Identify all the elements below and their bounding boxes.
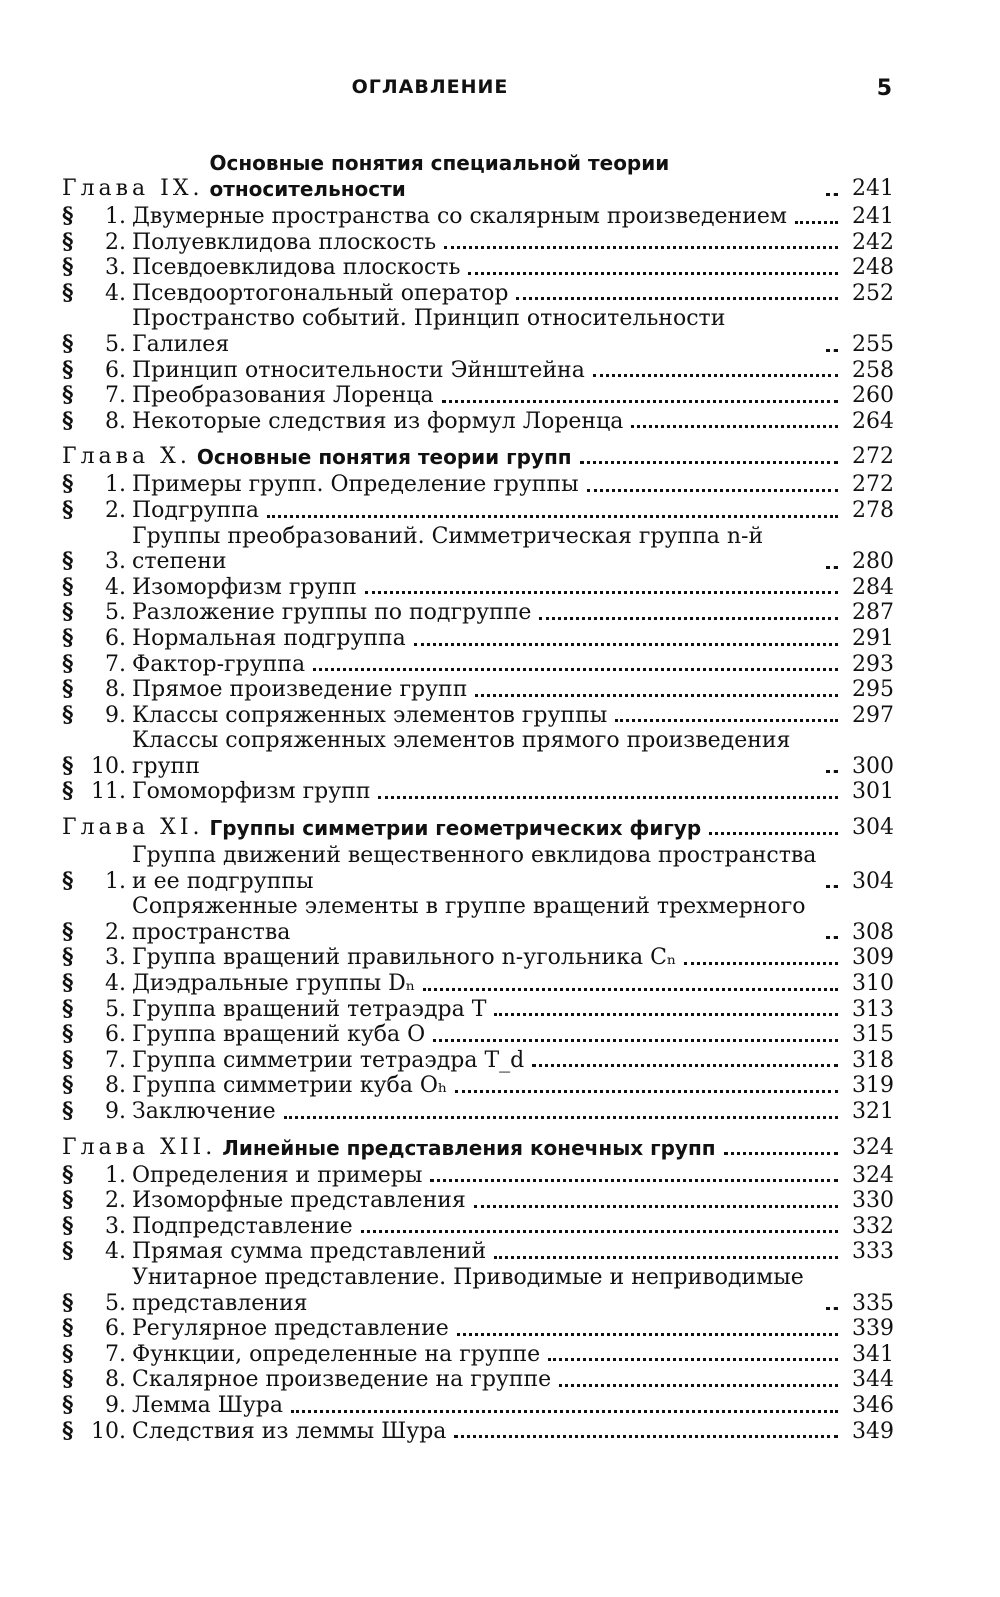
section-sign: § [62,1289,74,1316]
section-page-number: 242 [852,229,894,255]
section-entry [62,728,892,779]
dot-leader [826,935,838,939]
section-sign: § [62,1072,74,1099]
section-sign: § [62,471,74,498]
section-number: 1. [105,472,126,498]
section-page-number: 318 [852,1047,894,1073]
section-sign: § [62,1021,74,1048]
dot-leader [444,245,838,249]
running-head [0,76,1000,106]
dot-leader [284,1115,838,1119]
section-title: Сопряженные элементы в группе вращений трехмерного пространства [132,894,806,945]
section-sign: § [62,407,74,434]
section-number: 3. [105,1213,126,1239]
section-number: 6. [105,625,126,651]
section-entry [62,1048,892,1074]
section-title: Полуевклидова плоскость [132,229,437,255]
section-number: 8. [105,408,126,434]
section-page-number: 332 [852,1213,894,1239]
dot-leader [433,1038,838,1042]
section-title: Подгруппа [132,497,259,523]
section-number: 7. [105,1047,126,1073]
dot-leader [826,565,838,569]
section-sign: § [62,548,74,575]
section-page-number: 284 [852,574,894,600]
section-title: Регулярное представление [132,1316,449,1342]
section-sign: § [62,676,74,703]
section-sign: § [62,330,74,357]
section-title: Диэдральные группы Dₙ [132,971,416,997]
section-number: 1. [105,204,126,229]
dot-leader [474,1204,838,1208]
dot-leader [313,667,838,671]
dot-leader [724,1151,838,1155]
section-title: Определения и примеры [132,1162,423,1188]
section-title: Гомоморфизм групп [132,779,371,805]
section-page-number: 344 [852,1367,894,1393]
section-page-number: 330 [852,1188,894,1214]
dot-leader [516,296,838,300]
chapter-group [62,815,892,1125]
section-entry [62,281,892,307]
section-page-number: 309 [852,945,894,971]
section-page-number: 241 [852,204,894,229]
section-number: 2. [105,497,126,523]
section-page-number: 315 [852,1022,894,1048]
section-sign: § [62,356,74,383]
section-title: Скалярное произведение на группе [132,1367,552,1393]
section-sign: § [62,203,74,229]
section-entry [62,652,892,678]
section-entry [62,997,892,1023]
section-number: 9. [105,1392,126,1418]
section-title: Прямая сумма представлений [132,1239,487,1265]
section-page-number: 291 [852,625,894,651]
section-number: 6. [105,357,126,383]
chapter-label: Глава X. [62,444,191,470]
section-sign: § [62,970,74,997]
section-title: Некоторые следствия из формул Лоренца [132,408,624,434]
dot-leader [539,616,838,620]
dot-leader [826,348,838,352]
section-entry [62,894,892,945]
section-sign: § [62,1238,74,1265]
section-page-number: 304 [852,868,894,894]
section-number: 5. [105,1290,126,1316]
chapter-title: Основные понятия теории групп [196,445,572,470]
section-entry [62,1367,892,1393]
dot-leader [475,693,838,697]
section-entry [62,1214,892,1240]
section-entry [62,971,892,997]
section-sign: § [62,1315,74,1342]
section-number: 5. [105,331,126,357]
section-sign: § [62,1417,74,1444]
section-page-number: 255 [852,331,894,357]
section-title: Прямое произведение групп [132,677,468,703]
section-sign: § [62,1161,74,1188]
section-title: Нормальная подгруппа [132,625,406,651]
section-page-number: 264 [852,408,894,434]
dot-leader [826,769,838,773]
section-number: 4. [105,971,126,997]
section-title: Группа симметрии тетраэдра T_d [132,1047,525,1073]
section-entry [62,677,892,703]
section-entry [62,472,892,498]
chapter-title: Группы симметрии геометрических фигур [209,816,702,841]
section-number: 3. [105,255,126,281]
section-entry [62,945,892,971]
section-sign: § [62,1391,74,1418]
section-entry [62,1316,892,1342]
section-title: Унитарное представление. Приводимые и неприводимые представления [132,1264,804,1316]
section-title: Функции, определенные на группе [132,1341,541,1367]
section-number: 2. [105,919,126,945]
section-entry [62,1073,892,1099]
section-number: 10. [91,753,126,779]
dot-leader [423,987,838,991]
section-sign: § [62,778,74,805]
section-title: Изоморфные представления [132,1188,466,1214]
section-page-number: 301 [852,779,894,805]
section-entry [62,626,892,652]
section-entry [62,255,892,281]
section-page-number: 287 [852,600,894,626]
section-page-number: 335 [852,1290,894,1316]
section-sign: § [62,1187,74,1214]
chapter-label: Глава IX. [62,176,204,201]
section-entry [62,1265,892,1316]
section-number: 3. [105,945,126,971]
section-number: 2. [105,229,126,255]
section-page-number: 310 [852,971,894,997]
section-page-number: 293 [852,651,894,677]
dot-leader [587,488,838,492]
section-entry [62,409,892,435]
section-page-number: 278 [852,497,894,523]
dot-leader [468,271,838,275]
chapter-title: Линейные представления конечных групп [222,1135,716,1160]
section-number: 10. [91,1418,126,1444]
section-entry [62,1393,892,1419]
section-number: 1. [105,868,126,894]
dot-leader [548,1357,838,1361]
section-title: Заключение [132,1099,276,1124]
dot-leader [454,1434,838,1438]
section-entry [62,779,892,805]
section-page-number: 339 [852,1316,894,1342]
page-title: ОГЛАВЛЕНИЕ [351,76,509,98]
section-title: Классы сопряженных элементов прямого произведения групп [132,728,791,779]
section-entry [62,306,892,357]
section-entry [62,1099,892,1125]
section-entry [62,703,892,729]
dot-leader [615,718,838,722]
page-number: 5 [876,76,892,101]
chapter-page-number: 324 [852,1134,894,1160]
section-title: Классы сопряженных элементов группы [132,702,608,728]
section-sign: § [62,752,74,779]
section-sign: § [62,254,74,281]
section-page-number: 258 [852,357,894,383]
chapter-heading [62,150,892,202]
chapter-page-number: 272 [852,444,894,470]
section-entry [62,498,892,524]
dot-leader [361,1229,838,1233]
section-sign: § [62,1046,74,1073]
section-number: 4. [105,280,126,306]
section-entry [62,1419,892,1445]
section-title: Группа вращений тетраэдра T [132,996,487,1022]
section-sign: § [62,995,74,1022]
section-page-number: 349 [852,1418,894,1444]
chapter-heading [62,444,892,470]
section-page-number: 308 [852,919,894,945]
section-title: Разложение группы по подгруппе [132,600,532,626]
dot-leader [532,1063,838,1067]
section-number: 8. [105,1073,126,1099]
chapter-group [62,444,892,805]
section-page-number: 346 [852,1392,894,1418]
section-title: Подпредставление [132,1213,353,1239]
section-entry [62,1163,892,1189]
section-title: Пространство событий. Принцип относительности Галилея [132,306,726,357]
section-sign: § [62,1366,74,1393]
dot-leader [826,192,838,196]
section-title: Группа движений вещественного евклидова пространства и ее подгруппы [132,843,817,894]
section-sign: § [62,944,74,971]
section-entry [62,1188,892,1214]
section-title: Группа вращений куба O [132,1022,426,1048]
section-entry [62,204,892,230]
chapter-label: Глава XI. [62,815,204,841]
section-number: 7. [105,1341,126,1367]
section-page-number: 248 [852,255,894,281]
section-sign: § [62,496,74,523]
dot-leader [826,1306,838,1310]
section-entry [62,843,892,894]
section-entry [62,524,892,575]
dot-leader [267,514,838,518]
chapter-page-number: 241 [852,176,894,201]
section-page-number: 272 [852,472,894,498]
section-sign: § [62,228,74,255]
table-of-contents [62,150,892,1454]
dot-leader [795,220,838,224]
section-sign: § [62,1340,74,1367]
section-entry [62,600,892,626]
dot-leader [559,1383,838,1387]
section-title: Фактор-группа [132,651,306,677]
chapter-label: Глава XII. [62,1134,217,1160]
section-title: Псевдоевклидова плоскость [132,255,461,281]
section-number: 6. [105,1316,126,1342]
section-title: Псевдоортогональный оператор [132,280,509,306]
section-entry [62,1239,892,1265]
section-sign: § [62,1098,74,1124]
chapter-group [62,150,892,434]
chapter-title: Основные понятия специальной теории относительности [209,151,670,201]
dot-leader [826,884,838,888]
section-title: Следствия из леммы Шура [132,1418,447,1444]
dot-leader [684,961,838,965]
section-number: 5. [105,996,126,1022]
dot-leader [593,373,838,377]
section-sign: § [62,918,74,945]
dot-leader [457,1332,838,1336]
section-page-number: 280 [852,549,894,575]
section-sign: § [62,573,74,600]
section-page-number: 319 [852,1073,894,1099]
dot-leader [494,1255,838,1259]
section-page-number: 297 [852,702,894,728]
section-title: Группа вращений правильного n-угольника Cₙ [132,945,677,971]
section-title: Группы преобразований. Симметрическая группа n-й степени [132,523,764,575]
section-page-number: 260 [852,383,894,409]
section-number: 6. [105,1022,126,1048]
section-entry [62,575,892,601]
dot-leader [455,1089,838,1093]
chapter-heading [62,815,892,841]
section-number: 3. [105,549,126,575]
section-page-number: 324 [852,1162,894,1188]
section-sign: § [62,701,74,728]
section-title: Примеры групп. Определение группы [132,472,579,498]
section-number: 9. [105,1099,126,1124]
dot-leader [378,795,838,799]
section-number: 4. [105,574,126,600]
section-title: Принцип относительности Эйнштейна [132,357,585,383]
section-entry [62,1022,892,1048]
section-number: 4. [105,1239,126,1265]
section-number: 7. [105,383,126,409]
section-number: 8. [105,677,126,703]
section-sign: § [62,382,74,409]
section-page-number: 300 [852,753,894,779]
section-number: 7. [105,651,126,677]
dot-leader [365,590,838,594]
section-number: 5. [105,600,126,626]
section-page-number: 295 [852,677,894,703]
section-sign: § [62,650,74,677]
section-page-number: 341 [852,1341,894,1367]
dot-leader [709,831,838,835]
section-title: Лемма Шура [132,1392,283,1418]
section-number: 9. [105,702,126,728]
chapter-heading [62,1135,892,1161]
section-entry [62,230,892,256]
section-number: 2. [105,1188,126,1214]
section-entry [62,1342,892,1368]
chapter-page-number: 304 [852,815,894,841]
section-page-number: 321 [852,1099,894,1124]
dot-leader [580,460,838,464]
section-title: Преобразования Лоренца [132,383,434,409]
section-number: 1. [105,1162,126,1188]
section-sign: § [62,624,74,651]
dot-leader [494,1012,838,1016]
section-title: Двумерные пространства со скалярным произведением [132,204,787,229]
section-title: Группа симметрии куба Oₕ [132,1073,448,1099]
dot-leader [631,424,838,428]
section-entry [62,358,892,384]
section-entry [62,383,892,409]
chapter-group [62,1135,892,1445]
section-number: 8. [105,1367,126,1393]
section-page-number: 313 [852,996,894,1022]
section-page-number: 252 [852,280,894,306]
dot-leader [414,642,838,646]
dot-leader [442,399,838,403]
section-sign: § [62,599,74,626]
section-sign: § [62,279,74,306]
section-sign: § [62,1212,74,1239]
section-sign: § [62,867,74,894]
section-number: 11. [91,779,126,805]
dot-leader [291,1409,838,1413]
dot-leader [430,1178,838,1182]
section-title: Изоморфизм групп [132,574,357,600]
section-page-number: 333 [852,1239,894,1265]
